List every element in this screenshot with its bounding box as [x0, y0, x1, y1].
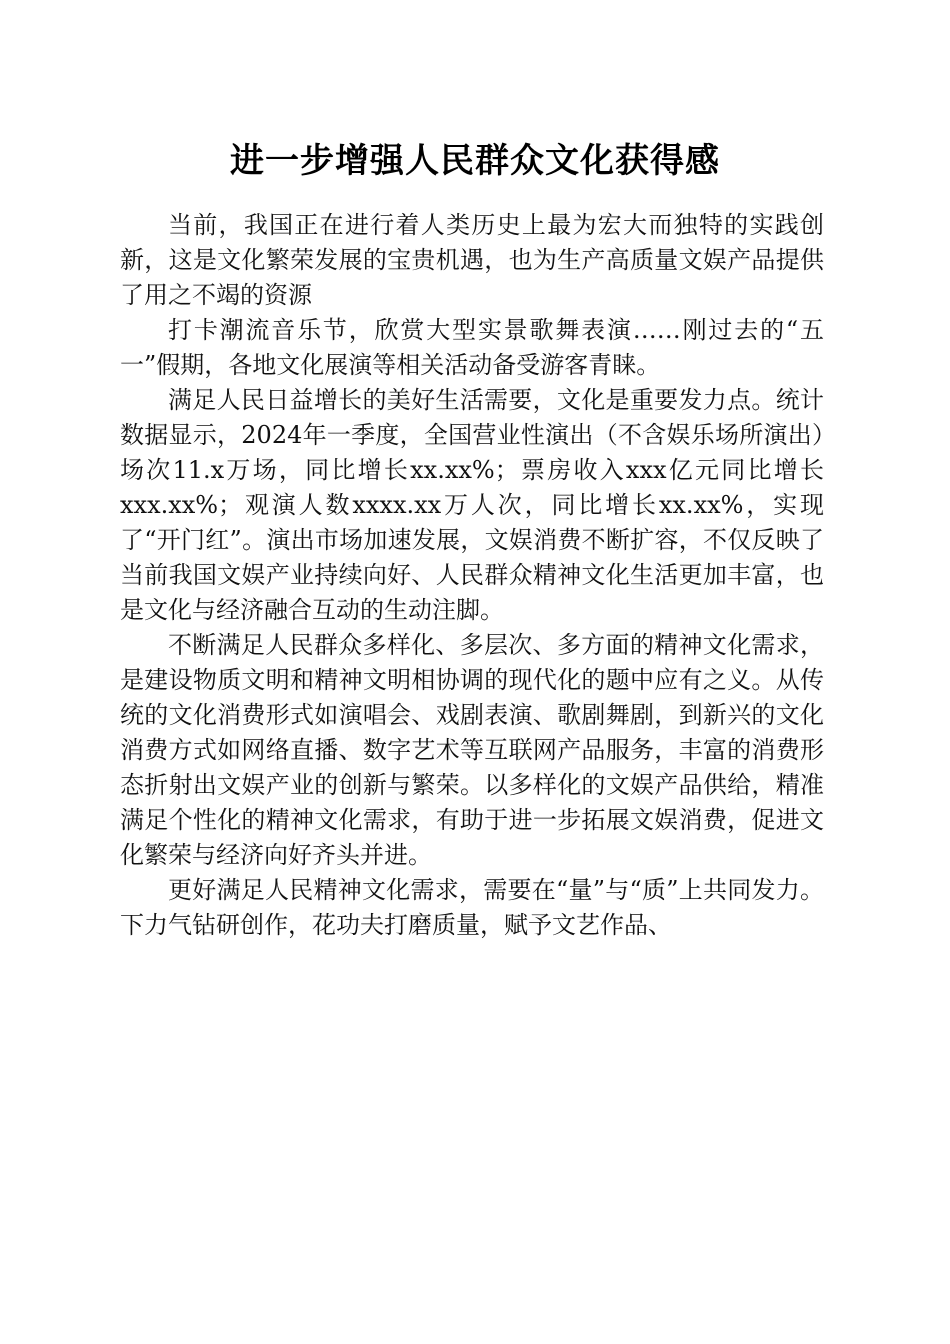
- paragraph: 更好满足人民精神文化需求，需要在“量”与“质”上共同发力。下力气钻研创作，花功夫打磨质量，赋予文艺作品、: [120, 876, 824, 939]
- paragraph: 满足人民日益增长的美好生活需要，文化是重要发力点。统计数据显示，2024年一季度，全国营业性演出（不含娱乐场所演出）场次11.x万场，同比增长xx.xx%；票房收入xxx亿元同比增长xxx.xx%；观演人数xxxx.xx万人次，同比增长xx.xx%，实现了“开门红”。演出市场加速发展，文娱消费不断扩容，不仅反映了当前我国文娱产业持续向好、人民群众精神文化生活更加丰富，也是文化与经济融合互动的生动注脚。: [120, 386, 824, 624]
- document-title: 进一步增强人民群众文化获得感: [230, 141, 720, 181]
- paragraph: 当前，我国正在进行着人类历史上最为宏大而独特的实践创新，这是文化繁荣发展的宝贵机遇，也为生产高质量文娱产品提供了用之不竭的资源: [120, 211, 824, 309]
- paragraph: 打卡潮流音乐节，欣赏大型实景歌舞表演……刚过去的“五一”假期，各地文化展演等相关活动备受游客青睐。: [120, 316, 824, 379]
- document-body: [120, 208, 824, 943]
- paragraph: 不断满足人民群众多样化、多层次、多方面的精神文化需求，是建设物质文明和精神文明相协调的现代化的题中应有之义。从传统的文化消费形式如演唱会、戏剧表演、歌剧舞剧，到新兴的文化消费方式如网络直播、数字艺术等互联网产品服务，丰富的消费形态折射出文娱产业的创新与繁荣。以多样化的文娱产品供给，精准满足个性化的精神文化需求，有助于进一步拓展文娱消费，促进文化繁荣与经济向好齐头并进。: [120, 631, 824, 869]
